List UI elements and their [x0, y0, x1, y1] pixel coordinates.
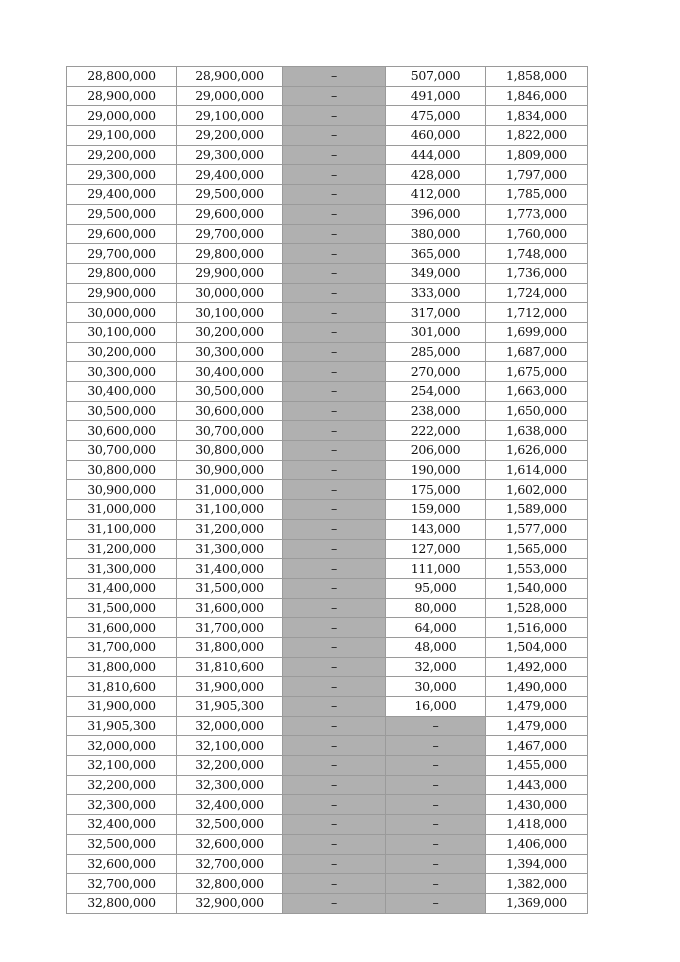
range-from-cell: 31,800,000: [67, 657, 177, 677]
range-from-cell: 31,600,000: [67, 618, 177, 638]
column-4-cell: 396,000: [386, 204, 486, 224]
table-row: [67, 559, 588, 579]
range-to-cell: 31,300,000: [177, 539, 283, 559]
range-to-cell: 29,400,000: [177, 165, 283, 185]
range-to-cell: 29,000,000: [177, 86, 283, 106]
column-4-cell: 507,000: [386, 67, 486, 87]
column-5-cell: 1,687,000: [486, 342, 588, 362]
column-4-cell: 491,000: [386, 86, 486, 106]
column-3-cell: –: [283, 756, 386, 776]
table-row: [67, 244, 588, 264]
column-4-cell: 444,000: [386, 145, 486, 165]
column-3-cell: –: [283, 224, 386, 244]
range-from-cell: 30,000,000: [67, 303, 177, 323]
range-from-cell: 30,500,000: [67, 401, 177, 421]
column-5-cell: 1,443,000: [486, 775, 588, 795]
range-from-cell: 29,500,000: [67, 204, 177, 224]
column-3-cell: –: [283, 303, 386, 323]
column-4-cell: 270,000: [386, 362, 486, 382]
range-from-cell: 32,400,000: [67, 815, 177, 835]
column-5-cell: 1,504,000: [486, 637, 588, 657]
column-5-cell: 1,650,000: [486, 401, 588, 421]
range-to-cell: 29,300,000: [177, 145, 283, 165]
column-3-cell: –: [283, 460, 386, 480]
column-4-cell: 30,000: [386, 677, 486, 697]
column-5-cell: 1,724,000: [486, 283, 588, 303]
table-row: [67, 460, 588, 480]
range-to-cell: 31,500,000: [177, 578, 283, 598]
column-5-cell: 1,553,000: [486, 559, 588, 579]
column-4-cell: 159,000: [386, 500, 486, 520]
column-5-cell: 1,516,000: [486, 618, 588, 638]
range-from-cell: 28,800,000: [67, 67, 177, 87]
column-3-cell: –: [283, 578, 386, 598]
range-from-cell: 30,900,000: [67, 480, 177, 500]
column-5-cell: 1,602,000: [486, 480, 588, 500]
column-3-cell: –: [283, 67, 386, 87]
range-to-cell: 32,100,000: [177, 736, 283, 756]
column-4-cell: –: [386, 815, 486, 835]
column-5-cell: 1,565,000: [486, 539, 588, 559]
column-3-cell: –: [283, 677, 386, 697]
range-from-cell: 31,905,300: [67, 716, 177, 736]
column-3-cell: –: [283, 342, 386, 362]
column-4-cell: 32,000: [386, 657, 486, 677]
range-from-cell: 32,800,000: [67, 893, 177, 913]
range-from-cell: 29,400,000: [67, 185, 177, 205]
range-to-cell: 32,000,000: [177, 716, 283, 736]
table-row: [67, 815, 588, 835]
column-5-cell: 1,614,000: [486, 460, 588, 480]
column-3-cell: –: [283, 322, 386, 342]
column-4-cell: 64,000: [386, 618, 486, 638]
range-from-cell: 32,300,000: [67, 795, 177, 815]
table-row: [67, 756, 588, 776]
column-3-cell: –: [283, 421, 386, 441]
column-4-cell: –: [386, 874, 486, 894]
range-from-cell: 31,000,000: [67, 500, 177, 520]
range-from-cell: 32,200,000: [67, 775, 177, 795]
range-from-cell: 31,100,000: [67, 519, 177, 539]
table-row: [67, 106, 588, 126]
column-5-cell: 1,479,000: [486, 697, 588, 717]
range-to-cell: 30,800,000: [177, 441, 283, 461]
table-row: [67, 736, 588, 756]
range-to-cell: 29,900,000: [177, 263, 283, 283]
range-from-cell: 32,700,000: [67, 874, 177, 894]
table-row: [67, 854, 588, 874]
range-to-cell: 31,700,000: [177, 618, 283, 638]
range-from-cell: 30,100,000: [67, 322, 177, 342]
column-4-cell: 190,000: [386, 460, 486, 480]
range-from-cell: 32,000,000: [67, 736, 177, 756]
range-from-cell: 29,300,000: [67, 165, 177, 185]
range-to-cell: 31,100,000: [177, 500, 283, 520]
column-4-cell: 175,000: [386, 480, 486, 500]
range-from-cell: 30,600,000: [67, 421, 177, 441]
range-to-cell: 29,500,000: [177, 185, 283, 205]
column-5-cell: 1,490,000: [486, 677, 588, 697]
range-to-cell: 31,905,300: [177, 697, 283, 717]
table-row: [67, 598, 588, 618]
column-5-cell: 1,773,000: [486, 204, 588, 224]
table-row: [67, 500, 588, 520]
column-4-cell: –: [386, 834, 486, 854]
table-row: [67, 401, 588, 421]
range-to-cell: 32,800,000: [177, 874, 283, 894]
table-row: [67, 578, 588, 598]
table-row: [67, 362, 588, 382]
column-3-cell: –: [283, 382, 386, 402]
column-3-cell: –: [283, 598, 386, 618]
column-5-cell: 1,382,000: [486, 874, 588, 894]
range-to-cell: 30,300,000: [177, 342, 283, 362]
range-to-cell: 30,200,000: [177, 322, 283, 342]
column-3-cell: –: [283, 775, 386, 795]
column-3-cell: –: [283, 834, 386, 854]
range-from-cell: 32,100,000: [67, 756, 177, 776]
column-3-cell: –: [283, 283, 386, 303]
range-to-cell: 31,000,000: [177, 480, 283, 500]
column-3-cell: –: [283, 815, 386, 835]
column-5-cell: 1,626,000: [486, 441, 588, 461]
column-5-cell: 1,785,000: [486, 185, 588, 205]
column-3-cell: –: [283, 126, 386, 146]
range-to-cell: 31,900,000: [177, 677, 283, 697]
table-row: [67, 204, 588, 224]
column-4-cell: 349,000: [386, 263, 486, 283]
range-to-cell: 31,200,000: [177, 519, 283, 539]
table-row: [67, 126, 588, 146]
column-4-cell: –: [386, 795, 486, 815]
table-row: [67, 893, 588, 913]
table-row: [67, 67, 588, 87]
column-5-cell: 1,797,000: [486, 165, 588, 185]
column-5-cell: 1,846,000: [486, 86, 588, 106]
column-3-cell: –: [283, 480, 386, 500]
column-3-cell: –: [283, 244, 386, 264]
table-row: [67, 322, 588, 342]
range-to-cell: 31,600,000: [177, 598, 283, 618]
column-4-cell: 317,000: [386, 303, 486, 323]
column-3-cell: –: [283, 854, 386, 874]
column-3-cell: –: [283, 697, 386, 717]
range-to-cell: 32,400,000: [177, 795, 283, 815]
table-row: [67, 382, 588, 402]
range-to-cell: 29,600,000: [177, 204, 283, 224]
range-from-cell: 31,400,000: [67, 578, 177, 598]
column-4-cell: 460,000: [386, 126, 486, 146]
column-4-cell: 475,000: [386, 106, 486, 126]
range-from-cell: 30,200,000: [67, 342, 177, 362]
range-from-cell: 32,600,000: [67, 854, 177, 874]
range-to-cell: 32,700,000: [177, 854, 283, 874]
table-row: [67, 775, 588, 795]
table-row: [67, 834, 588, 854]
column-4-cell: 380,000: [386, 224, 486, 244]
column-4-cell: 222,000: [386, 421, 486, 441]
table-row: [67, 86, 588, 106]
column-5-cell: 1,748,000: [486, 244, 588, 264]
range-to-cell: 30,600,000: [177, 401, 283, 421]
column-4-cell: 111,000: [386, 559, 486, 579]
table-row: [67, 145, 588, 165]
table-row: [67, 677, 588, 697]
column-4-cell: 143,000: [386, 519, 486, 539]
table-row: [67, 795, 588, 815]
range-from-cell: 30,400,000: [67, 382, 177, 402]
column-3-cell: –: [283, 716, 386, 736]
column-5-cell: 1,675,000: [486, 362, 588, 382]
column-4-cell: 48,000: [386, 637, 486, 657]
column-4-cell: 238,000: [386, 401, 486, 421]
column-5-cell: 1,809,000: [486, 145, 588, 165]
range-to-cell: 29,700,000: [177, 224, 283, 244]
table-row: [67, 342, 588, 362]
column-3-cell: –: [283, 618, 386, 638]
column-4-cell: –: [386, 736, 486, 756]
column-5-cell: 1,589,000: [486, 500, 588, 520]
column-4-cell: 301,000: [386, 322, 486, 342]
range-from-cell: 29,900,000: [67, 283, 177, 303]
column-4-cell: 127,000: [386, 539, 486, 559]
column-5-cell: 1,858,000: [486, 67, 588, 87]
table-row: [67, 657, 588, 677]
range-from-cell: 29,600,000: [67, 224, 177, 244]
range-from-cell: 31,300,000: [67, 559, 177, 579]
range-to-cell: 32,200,000: [177, 756, 283, 776]
column-3-cell: –: [283, 874, 386, 894]
column-4-cell: 428,000: [386, 165, 486, 185]
column-5-cell: 1,369,000: [486, 893, 588, 913]
range-from-cell: 28,900,000: [67, 86, 177, 106]
column-3-cell: –: [283, 145, 386, 165]
column-3-cell: –: [283, 362, 386, 382]
column-3-cell: –: [283, 263, 386, 283]
range-from-cell: 31,900,000: [67, 697, 177, 717]
column-3-cell: –: [283, 539, 386, 559]
table-row: [67, 697, 588, 717]
table-row: [67, 716, 588, 736]
range-to-cell: 30,500,000: [177, 382, 283, 402]
table-row: [67, 480, 588, 500]
column-4-cell: –: [386, 775, 486, 795]
range-to-cell: 32,900,000: [177, 893, 283, 913]
table-row: [67, 165, 588, 185]
column-3-cell: –: [283, 441, 386, 461]
column-5-cell: 1,699,000: [486, 322, 588, 342]
column-3-cell: –: [283, 500, 386, 520]
column-5-cell: 1,540,000: [486, 578, 588, 598]
column-4-cell: 285,000: [386, 342, 486, 362]
column-4-cell: 206,000: [386, 441, 486, 461]
column-5-cell: 1,406,000: [486, 834, 588, 854]
range-to-cell: 30,700,000: [177, 421, 283, 441]
table-row: [67, 618, 588, 638]
column-4-cell: 365,000: [386, 244, 486, 264]
column-5-cell: 1,577,000: [486, 519, 588, 539]
column-3-cell: –: [283, 86, 386, 106]
range-to-cell: 28,900,000: [177, 67, 283, 87]
column-5-cell: 1,822,000: [486, 126, 588, 146]
column-4-cell: –: [386, 756, 486, 776]
table-row: [67, 637, 588, 657]
range-from-cell: 30,800,000: [67, 460, 177, 480]
range-from-cell: 30,700,000: [67, 441, 177, 461]
column-3-cell: –: [283, 401, 386, 421]
range-to-cell: 32,300,000: [177, 775, 283, 795]
column-3-cell: –: [283, 165, 386, 185]
table-row: [67, 539, 588, 559]
column-5-cell: 1,834,000: [486, 106, 588, 126]
column-5-cell: 1,638,000: [486, 421, 588, 441]
range-from-cell: 29,800,000: [67, 263, 177, 283]
table-row: [67, 263, 588, 283]
column-3-cell: –: [283, 657, 386, 677]
table-row: [67, 283, 588, 303]
range-to-cell: 31,400,000: [177, 559, 283, 579]
column-3-cell: –: [283, 204, 386, 224]
column-4-cell: –: [386, 854, 486, 874]
table-row: [67, 303, 588, 323]
income-tax-table: [66, 66, 588, 914]
table-row: [67, 441, 588, 461]
column-4-cell: 412,000: [386, 185, 486, 205]
column-3-cell: –: [283, 559, 386, 579]
range-to-cell: 30,100,000: [177, 303, 283, 323]
column-5-cell: 1,528,000: [486, 598, 588, 618]
range-from-cell: 31,500,000: [67, 598, 177, 618]
table-row: [67, 185, 588, 205]
column-4-cell: 254,000: [386, 382, 486, 402]
column-3-cell: –: [283, 637, 386, 657]
range-to-cell: 31,800,000: [177, 637, 283, 657]
column-5-cell: 1,455,000: [486, 756, 588, 776]
column-5-cell: 1,712,000: [486, 303, 588, 323]
column-3-cell: –: [283, 893, 386, 913]
column-3-cell: –: [283, 185, 386, 205]
column-5-cell: 1,479,000: [486, 716, 588, 736]
range-from-cell: 31,810,600: [67, 677, 177, 697]
range-to-cell: 32,500,000: [177, 815, 283, 835]
column-4-cell: –: [386, 893, 486, 913]
column-4-cell: 80,000: [386, 598, 486, 618]
range-to-cell: 29,800,000: [177, 244, 283, 264]
column-3-cell: –: [283, 795, 386, 815]
column-3-cell: –: [283, 736, 386, 756]
column-5-cell: 1,394,000: [486, 854, 588, 874]
table-body: [67, 67, 588, 914]
column-3-cell: –: [283, 106, 386, 126]
column-4-cell: 95,000: [386, 578, 486, 598]
table-row: [67, 421, 588, 441]
range-to-cell: 32,600,000: [177, 834, 283, 854]
range-to-cell: 30,000,000: [177, 283, 283, 303]
range-to-cell: 29,100,000: [177, 106, 283, 126]
range-from-cell: 31,700,000: [67, 637, 177, 657]
range-to-cell: 30,900,000: [177, 460, 283, 480]
table-row: [67, 874, 588, 894]
range-from-cell: 29,100,000: [67, 126, 177, 146]
column-5-cell: 1,492,000: [486, 657, 588, 677]
column-5-cell: 1,736,000: [486, 263, 588, 283]
column-4-cell: 16,000: [386, 697, 486, 717]
range-from-cell: 29,000,000: [67, 106, 177, 126]
column-3-cell: –: [283, 519, 386, 539]
table-row: [67, 519, 588, 539]
column-4-cell: 333,000: [386, 283, 486, 303]
range-to-cell: 31,810,600: [177, 657, 283, 677]
column-5-cell: 1,430,000: [486, 795, 588, 815]
range-to-cell: 29,200,000: [177, 126, 283, 146]
column-5-cell: 1,760,000: [486, 224, 588, 244]
range-from-cell: 32,500,000: [67, 834, 177, 854]
range-from-cell: 29,700,000: [67, 244, 177, 264]
column-4-cell: –: [386, 716, 486, 736]
column-5-cell: 1,467,000: [486, 736, 588, 756]
range-to-cell: 30,400,000: [177, 362, 283, 382]
range-from-cell: 29,200,000: [67, 145, 177, 165]
range-from-cell: 31,200,000: [67, 539, 177, 559]
range-from-cell: 30,300,000: [67, 362, 177, 382]
column-5-cell: 1,663,000: [486, 382, 588, 402]
column-5-cell: 1,418,000: [486, 815, 588, 835]
table-row: [67, 224, 588, 244]
